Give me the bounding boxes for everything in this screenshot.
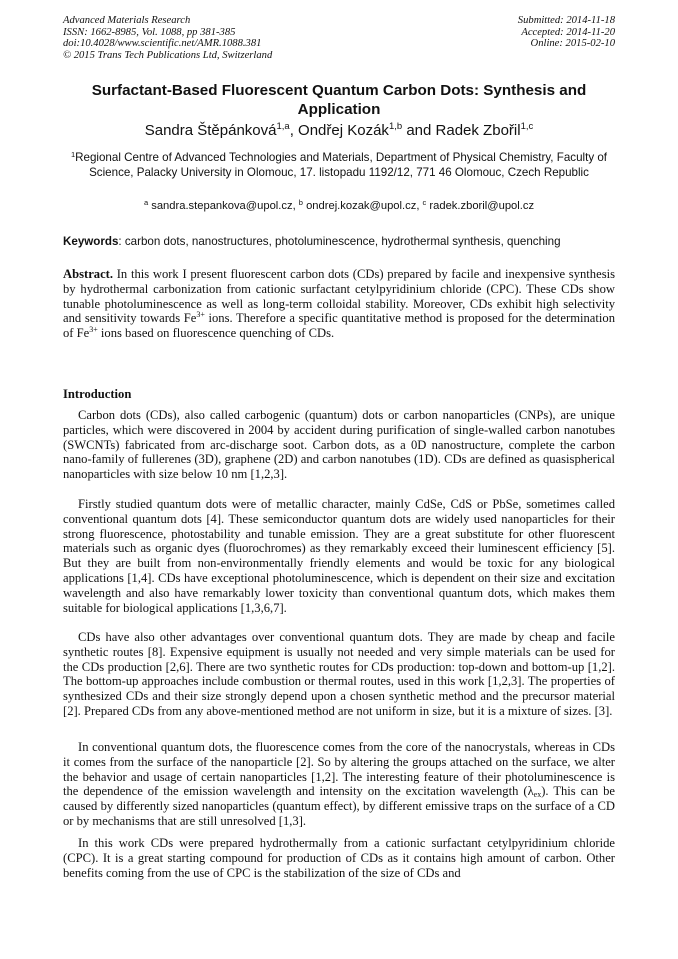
email-link[interactable]: sandra.stepankova@upol.cz [151,200,293,212]
paragraph: Carbon dots (CDs), also called carbogenic (quantum) dots or carbon nanoparticles (CNPs), are unique particles, which were discovered in 2004 by accident during purification of single-walled carbon nanotubes (SWCNTs) fabricated from arc-discharge soot. Carbon dots, as a 0D nanostructure, complete the carbon nano-family of fullerenes (3D), graphene (2D) and carbon nanotubes (1D). CDs are defined as quasispherical nanoparticles with size below 10 nm [1,2,3]. [63,408,615,482]
paragraph-text: In conventional quantum dots, the fluorescence comes from the core of the nanocrystals, whereas in CDs it comes from the surface of the nanoparticle [2]. So by altering the groups attached on the surface, we alter the behavior and usage of certain nanoparticles [1,2]. The interesting feature of their photoluminescence is the dependence of the emission wavelength and intensity on the excitation wavelength ( [63,740,615,799]
email-link[interactable]: radek.zboril@upol.cz [429,200,535,212]
paragraph: Firstly studied quantum dots were of metallic character, mainly CdSe, CdS or PbSe, sometimes called conventional quantum dots [4]. These semiconductor quantum dots are widely used nanoparticles for their strong fluorescence, photostability and tunable emission. They are a great substitute for other fluorescent materials such as organic dyes (fluorochromes) as they remarkably exceed their luminescent efficiency [5]. But they are built from non-environmentally friendly elements and would be toxic for any biological applications [1,4]. CDs have exceptional photoluminescence, which is dependent on their size and excitation wavelength and also have remarkably lower toxicity than conventional quantum dots, which makes them suitable for biological applications [1,3,6,7]. [63,497,615,615]
author-affiliation-marker: 1,b [388,121,403,132]
paper-title: Surfactant-Based Fluorescent Quantum Carbon Dots: Synthesis and Application [91,82,587,118]
affiliation-marker: 1 [70,150,76,159]
accepted-date: Accepted: 2014-11-20 [521,26,615,38]
email-marker: b [298,198,303,207]
email-marker: c [422,198,427,207]
paragraph-text: ). This can be caused by differently sized nanoparticles (quantum effect), by different emissive traps on the surface of a CD or by mechanisms that are still unresolved [1,3]. [63,784,615,828]
email-separator: , [416,200,423,212]
online-date: Online: 2015-02-10 [530,38,615,50]
affiliation [63,150,615,180]
author-separator: , [289,122,299,139]
lambda-symbol: λ [527,784,534,799]
email-marker: a [143,198,149,207]
abstract-text: ions based on fluorescence quenching of CDs. [97,326,335,341]
publication-info [63,15,383,61]
ion-charge: 3+ [196,310,205,320]
author-name: Radek Zbořil [435,122,521,139]
keywords-text: : carbon dots, nanostructures, photoluminescence, hydrothermal synthesis, quenching [118,235,561,248]
abstract-text: ions. Therefore a specific quantitative method is proposed for the determination of Fe [63,311,615,341]
email-link[interactable]: ondrej.kozak@upol.cz [306,200,417,212]
keywords-label: Keywords [63,235,119,248]
paragraph: In this work CDs were prepared hydrothermally from a cationic surfactant cetylpyridinium chloride (CPC). It is a great starting compound for production of CDs as it contains high amount of carbon. Other benefits coming from the use of CPC is the stabilization of the size of CDs and [63,836,615,880]
author-emails [63,199,615,213]
author-name: Ondřej Kozák [298,122,389,139]
abstract-text: In this work I present fluorescent carbon dots (CDs) prepared by facile and inexpensive synthesis by hydrothermal carbonization from cationic surfactant cetylpyridinium chloride (CPC). These CDs show tunable photoluminescence as well as long-term colloidal stability. Moreover, CDs exhibit high selectivity and sensitivity towards Fe [63,267,615,326]
section-heading-introduction: Introduction [63,387,132,401]
keywords [63,234,615,249]
abstract-label: Abstract. [63,267,114,281]
doi-link[interactable]: doi:10.4028/www.scientific.net/AMR.1088.381 [63,38,262,50]
author-affiliation-marker: 1,c [520,121,534,132]
affiliation-text: Regional Centre of Advanced Technologies and Materials, Department of Physical Chemistry, Faculty of Science, Palacky University in Olomouc, 17. listopadu 1192/12, 771 46 Olomouc, Czech Republic [75,151,608,179]
submitted-date: Submitted: 2014-11-18 [517,15,615,26]
author-separator: and [402,122,436,139]
ion-charge: 3+ [89,325,98,335]
paragraph: CDs have also other advantages over conventional quantum dots. They are made by cheap and facile synthetic routes [8]. Expensive equipment is usually not needed and very simple materials can be used for the CDs production [2,6]. There are two synthetic routes for CDs production: top-down and bottom-up [1,2]. The bottom-up approaches include combustion or thermal routes, used in this work [1,2,3]. The properties of synthesized CDs and their size strongly depend upon a chosen synthetic method and the precursor material [2]. Prepared CDs from any above-mentioned method are not uniform in size, but it is a mixture of sizes. [3]. [63,630,615,718]
author-affiliation-marker: 1,a [276,121,290,132]
abstract [63,267,615,341]
journal-name: Advanced Materials Research [63,15,191,26]
issn-volume: ISSN: 1662-8985, Vol. 1088, pp 381-385 [63,26,236,38]
author-list [63,121,615,141]
paragraph [63,740,615,829]
publication-dates [395,15,615,50]
lambda-subscript: ex [533,790,542,800]
email-separator: , [292,200,299,212]
author-name: Sandra Štěpánková [144,122,277,139]
copyright: © 2015 Trans Tech Publications Ltd, Switzerland [63,49,273,61]
